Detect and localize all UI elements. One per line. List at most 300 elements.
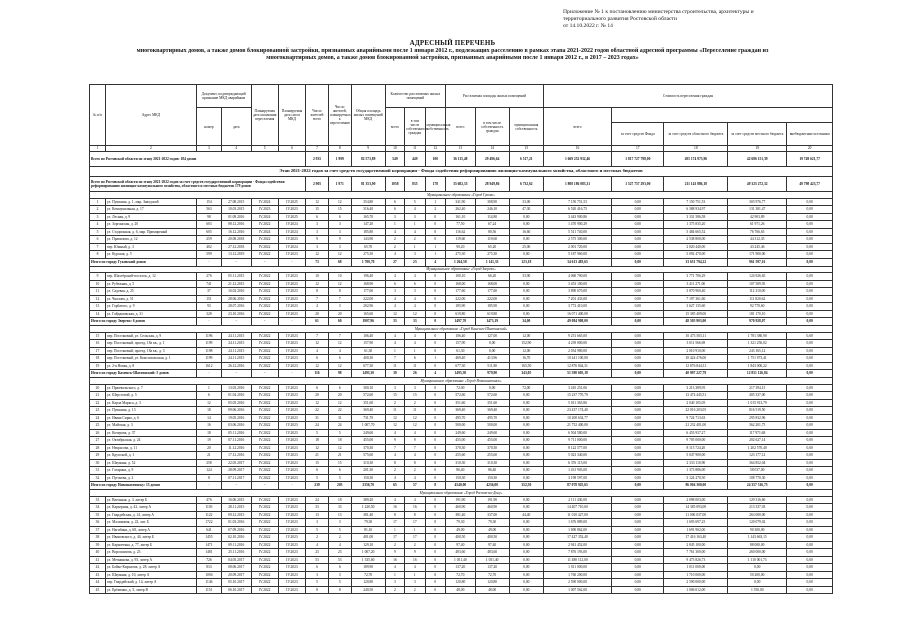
table-cell: 816 519,50 bbox=[728, 407, 787, 415]
table-cell: 6 bbox=[328, 467, 351, 475]
municipality-total-cell: 0 bbox=[425, 318, 446, 326]
table-cell: 0 bbox=[425, 236, 446, 244]
municipality-total-cell: 86 004 300,00 bbox=[664, 482, 728, 490]
municipality-total-cell: 4540,00 bbox=[446, 482, 476, 490]
table-cell: 01.04.2016 bbox=[221, 392, 251, 400]
table-cell: ул. Крупской, д. 1 bbox=[105, 452, 196, 460]
table-cell: 157,90 bbox=[351, 340, 385, 348]
column-index-cell: 3 bbox=[196, 146, 221, 152]
table-cell: 3 771 706,29 bbox=[664, 273, 728, 281]
table-cell: 165,50 bbox=[509, 362, 543, 370]
table-cell: 2 575 300,00 bbox=[543, 236, 611, 244]
table-cell: 3 bbox=[385, 213, 404, 221]
municipality-total-cell: 23 bbox=[405, 258, 425, 266]
table-cell: 260 000,00 bbox=[728, 549, 787, 557]
table-cell: 119,60 bbox=[475, 236, 509, 244]
column-index-cell: 1 bbox=[90, 146, 106, 152]
table-cell: 106,40 bbox=[446, 332, 476, 340]
stage-total-value: 49 798 423,77 bbox=[787, 177, 833, 192]
table-cell: 112 310,00 bbox=[728, 288, 787, 296]
table-cell: 1 760 200,00 bbox=[543, 571, 611, 579]
municipality-total-cell: 33 bbox=[385, 318, 404, 326]
table-cell: пер. Южный, д. 3 bbox=[105, 243, 196, 251]
table-cell: 413,96 bbox=[475, 355, 509, 363]
table-row bbox=[90, 347, 833, 355]
table-cell: IV.2022 bbox=[251, 519, 278, 527]
col-header-cost-sources bbox=[612, 108, 833, 123]
table-cell: 5 bbox=[328, 526, 351, 534]
table-cell: 10 473 503,11 bbox=[664, 332, 728, 340]
col-header-cost: Стоимость переселения граждан bbox=[543, 85, 832, 108]
table-cell: 17 bbox=[90, 347, 106, 355]
table-cell: 157,90 bbox=[446, 340, 476, 348]
table-cell: 13 bbox=[328, 511, 351, 519]
table-cell: 12 876 844,31 bbox=[543, 362, 611, 370]
table-cell: IV.2022 bbox=[251, 288, 278, 296]
table-cell: 0,00 bbox=[612, 571, 664, 579]
table-cell: 0,00 bbox=[787, 496, 833, 504]
table-cell: 0,00 bbox=[787, 362, 833, 370]
table-cell: 262,40 bbox=[446, 206, 476, 214]
table-cell: 161,10 bbox=[446, 213, 476, 221]
table-cell: 151 bbox=[196, 295, 221, 303]
table-cell: 0 bbox=[425, 496, 446, 504]
table-cell: 0,00 bbox=[787, 392, 833, 400]
municipality-total-cell: 98 bbox=[328, 370, 351, 378]
table-cell: пер. Поселковый, проезд, 18а кв., д. 1 bbox=[105, 340, 196, 348]
table-cell: 0,00 bbox=[612, 355, 664, 363]
table-cell: 0,00 bbox=[787, 221, 833, 229]
municipality-total-cell: 34 613 483,65 bbox=[543, 258, 611, 266]
table-cell: 49,00 bbox=[446, 526, 476, 534]
table-cell: 33 bbox=[328, 504, 351, 512]
table-cell: 2 034 980,00 bbox=[543, 347, 611, 355]
table-cell: 0,00 bbox=[787, 474, 833, 482]
table-cell: IV.2022 bbox=[251, 452, 278, 460]
table-cell: 33,90 bbox=[509, 273, 543, 281]
table-row bbox=[90, 437, 833, 445]
table-cell: 61,30 bbox=[351, 347, 385, 355]
table-cell: 0,00 bbox=[475, 384, 509, 392]
table-cell: 5 011 365,86 bbox=[543, 399, 611, 407]
table-cell: 5 bbox=[306, 526, 329, 534]
table-cell: 3 443 900,86 bbox=[543, 213, 611, 221]
table-cell: 1 781 380,90 bbox=[728, 332, 787, 340]
table-cell: 500,00 bbox=[446, 422, 476, 430]
table-cell: 0,00 bbox=[787, 384, 833, 392]
table-cell: 39 bbox=[90, 541, 106, 549]
table-cell: 4 bbox=[405, 228, 425, 236]
table-cell: IV.2023 bbox=[251, 206, 278, 214]
table-cell: 9 251 665,00 bbox=[543, 332, 611, 340]
table-cell: 6 453 937,27 bbox=[664, 429, 728, 437]
table-cell: 1 bbox=[425, 355, 446, 363]
table-cell: 50 200,00 bbox=[728, 571, 787, 579]
table-row bbox=[90, 549, 833, 557]
table-cell: 24.11.2015 bbox=[221, 347, 251, 355]
table-cell: 108 770,30 bbox=[728, 474, 787, 482]
table-cell: 402 bbox=[196, 243, 221, 251]
table-cell: 0,00 bbox=[787, 414, 833, 422]
table-cell: 6 bbox=[306, 467, 329, 475]
table-cell: IV.2023 bbox=[278, 429, 305, 437]
title-heading: АДРЕСНЫЙ ПЕРЕЧЕНЬ bbox=[409, 39, 496, 47]
table-cell: 2 010 910,00 bbox=[664, 347, 728, 355]
table-cell: 11 bbox=[405, 407, 425, 415]
table-cell: IV.2024 bbox=[278, 221, 305, 229]
table-cell: 48,00 bbox=[475, 586, 509, 594]
table-cell: 16 071 400,00 bbox=[543, 310, 611, 318]
table-cell: 02.10.2016 bbox=[221, 534, 251, 542]
stage-total-value: 35 682,35 bbox=[446, 177, 476, 192]
table-cell: 12 bbox=[306, 198, 329, 206]
table-cell: 4 bbox=[328, 541, 351, 549]
table-cell: 0,00 bbox=[475, 340, 509, 348]
municipality-total-cell: - bbox=[221, 318, 251, 326]
municipality-total-cell: 4 bbox=[425, 370, 446, 378]
municipality-total-cell: 73 bbox=[306, 258, 329, 266]
table-cell: 16 bbox=[405, 504, 425, 512]
table-cell: 19 bbox=[90, 362, 106, 370]
table-cell: 0 bbox=[425, 452, 446, 460]
table-cell: 3 870 960,40 bbox=[664, 288, 728, 296]
table-cell: IV.2022 bbox=[251, 392, 278, 400]
municipality-total-cell: 30 bbox=[385, 370, 404, 378]
table-cell: 2 bbox=[306, 534, 329, 542]
table-cell: 2 bbox=[385, 399, 404, 407]
table-cell: 24.11.2015 bbox=[221, 340, 251, 348]
table-cell: 15 bbox=[306, 206, 329, 214]
table-cell: IV.2023 bbox=[278, 504, 305, 512]
table-cell: 05.10.2017 bbox=[221, 579, 251, 587]
table-cell: 0,00 bbox=[787, 407, 833, 415]
table-cell: 8 bbox=[328, 288, 351, 296]
table-cell: 0 bbox=[425, 504, 446, 512]
table-cell: 7 150 751,53 bbox=[543, 198, 611, 206]
table-cell: 13.03.2016 bbox=[221, 384, 251, 392]
table-cell: ул. Карла Маркса, д. 3 bbox=[105, 399, 196, 407]
municipality-total-cell: 34,00 bbox=[509, 318, 543, 326]
table-cell: 2 bbox=[385, 541, 404, 549]
table-cell: 53 bbox=[328, 556, 351, 564]
table-cell: 1 006 012,00 bbox=[664, 586, 728, 594]
table-cell: 7 150 751,53 bbox=[664, 198, 728, 206]
table-cell: 0,00 bbox=[787, 541, 833, 549]
table-cell: IV.2022 bbox=[251, 251, 278, 259]
table-cell: 1 007 562,00 bbox=[543, 586, 611, 594]
table-cell: 1 321 256,02 bbox=[728, 340, 787, 348]
municipality-total-row bbox=[90, 370, 833, 378]
municipality-name: Муниципальное образование «Город Новошахтинск» bbox=[90, 378, 833, 385]
table-cell: 1 015 913,79 bbox=[728, 399, 787, 407]
table-cell: ул. Лесная, д. 9 bbox=[105, 213, 196, 221]
table-cell: 10 441 100,00 bbox=[543, 355, 611, 363]
table-cell: 21 232 401,00 bbox=[664, 422, 728, 430]
table-cell: 0 bbox=[425, 444, 446, 452]
table-cell: 129 316,60 bbox=[728, 496, 787, 504]
table-cell: 0,00 bbox=[612, 407, 664, 415]
table-row bbox=[90, 511, 833, 519]
table-cell: ул. Правилова, д. 12 bbox=[105, 236, 196, 244]
column-index-cell: 13 bbox=[446, 146, 476, 152]
table-cell: 0 bbox=[425, 549, 446, 557]
table-cell: IV.2022 bbox=[251, 340, 278, 348]
table-cell: 34 bbox=[90, 504, 106, 512]
table-cell: 2 111 430,00 bbox=[543, 496, 611, 504]
appendix-line: территориального развития Ростовской области bbox=[563, 16, 677, 22]
table-cell: ул. Гагарина, д. 9 bbox=[105, 467, 196, 475]
table-cell: 0,00 bbox=[787, 571, 833, 579]
table-cell: 0 bbox=[425, 534, 446, 542]
table-cell: 0,00 bbox=[612, 429, 664, 437]
table-cell: 1199 bbox=[196, 355, 221, 363]
table-cell: 12 bbox=[328, 280, 351, 288]
table-cell: 0 bbox=[425, 280, 446, 288]
table-row bbox=[90, 362, 833, 370]
table-cell: 8 115 724,20 bbox=[664, 444, 728, 452]
table-cell: 19 bbox=[196, 437, 221, 445]
table-cell: 44,40 bbox=[509, 511, 543, 519]
table-cell: IV.2023 bbox=[278, 571, 305, 579]
stage-total-value: 178 bbox=[425, 177, 446, 192]
table-cell: 12 bbox=[196, 399, 221, 407]
table-cell: 1 bbox=[425, 198, 446, 206]
table-cell: 14 bbox=[196, 414, 221, 422]
table-cell: 09.06.2016 bbox=[221, 407, 251, 415]
table-cell: 80,56 bbox=[475, 228, 509, 236]
municipality-total-cell: - bbox=[196, 482, 221, 490]
table-cell: 6 504 580,00 bbox=[543, 429, 611, 437]
table-cell: IV.2022 bbox=[251, 273, 278, 281]
table-cell: 2 020 440,00 bbox=[664, 243, 728, 251]
table-cell: IV.2024 bbox=[278, 228, 305, 236]
table-cell: 165,60 bbox=[351, 310, 385, 318]
table-cell: 86,40 bbox=[475, 467, 509, 475]
table-cell: 455,00 bbox=[351, 437, 385, 445]
table-cell: ул. Бойко-Кирилова, д. 28, литер А bbox=[105, 564, 196, 572]
table-cell: 5 511 740,00 bbox=[543, 228, 611, 236]
table-cell: 14 407 710,60 bbox=[543, 504, 611, 512]
table-row bbox=[90, 444, 833, 452]
table-cell: 3 bbox=[328, 519, 351, 527]
table-cell: 28.09.2017 bbox=[221, 467, 251, 475]
col-header-rooms-area: Расселяемая площадь жилых помещений bbox=[446, 85, 544, 108]
table-cell: 37 bbox=[90, 526, 106, 534]
table-cell: 10 bbox=[328, 273, 351, 281]
table-cell: 40 bbox=[90, 549, 106, 557]
table-cell: 1 693 697,25 bbox=[664, 519, 728, 527]
table-cell: 196,40 bbox=[351, 273, 385, 281]
table-cell: 13 474 445,51 bbox=[664, 392, 728, 400]
table-cell: 0,00 bbox=[612, 280, 664, 288]
table-cell: IV.2022 bbox=[251, 444, 278, 452]
table-cell: IV.2023 bbox=[278, 332, 305, 340]
table-cell: 255,60 bbox=[446, 452, 476, 460]
table-cell: IV.2023 bbox=[278, 474, 305, 482]
stage-total-value: 2 905 bbox=[306, 177, 329, 192]
table-cell: 53 bbox=[306, 556, 329, 564]
table-cell: IV.2022 bbox=[251, 332, 278, 340]
table-cell: 0,00 bbox=[612, 362, 664, 370]
table-cell: 341,90 bbox=[446, 198, 476, 206]
table-cell: 575,60 bbox=[351, 452, 385, 460]
table-cell: 3 bbox=[328, 221, 351, 229]
table-cell: 2 001 720,00 bbox=[543, 243, 611, 251]
table-cell: 310,30 bbox=[446, 459, 476, 467]
table-cell: 0,00 bbox=[612, 437, 664, 445]
municipality-total-cell: Итого по городу Зверево: 6 домов bbox=[90, 318, 197, 326]
col-header-cost-local: за счет средств местного бюджета bbox=[728, 123, 787, 146]
table-cell: IV.2023 bbox=[278, 564, 305, 572]
column-index-cell: 2 bbox=[105, 146, 196, 152]
table-cell: 222,00 bbox=[351, 295, 385, 303]
table-cell: 1 bbox=[405, 243, 425, 251]
table-cell: 16 bbox=[90, 340, 106, 348]
table-cell: 16,60 bbox=[509, 228, 543, 236]
table-cell: 5 bbox=[328, 474, 351, 482]
table-row bbox=[90, 556, 833, 564]
table-cell: 1 691 902,00 bbox=[664, 526, 728, 534]
table-cell: 0,00 bbox=[612, 303, 664, 311]
table-cell: 0,00 bbox=[509, 295, 543, 303]
table-cell: 0,00 bbox=[509, 496, 543, 504]
municipality-total-cell: 27 bbox=[385, 258, 404, 266]
table-cell: 6 bbox=[385, 206, 404, 214]
region-total-value: 36 115,48 bbox=[446, 152, 476, 167]
table-cell: 460,90 bbox=[475, 504, 509, 512]
table-cell: 9 bbox=[385, 437, 404, 445]
table-cell: 04.05.2017 bbox=[221, 556, 251, 564]
table-cell: 5 187 960,00 bbox=[543, 251, 611, 259]
municipality-total-cell: 0,00 bbox=[612, 482, 664, 490]
table-cell: 0,00 bbox=[509, 579, 543, 587]
table-cell: 5 bbox=[306, 474, 329, 482]
table-cell: 7 197 361,60 bbox=[664, 295, 728, 303]
table-cell: IV.2023 bbox=[278, 586, 305, 594]
table-cell: 12,00 bbox=[509, 347, 543, 355]
table-cell: 351,60 bbox=[475, 399, 509, 407]
table-cell: 79,30 bbox=[475, 519, 509, 527]
table-cell: IV.2022 bbox=[251, 384, 278, 392]
table-cell: 3 198 597,00 bbox=[543, 474, 611, 482]
appendix-line: Приложение № 1 к постановлению министерства строительства, архитектуры и bbox=[563, 9, 754, 15]
table-cell: 22 bbox=[306, 407, 329, 415]
table-cell: 05.11.2015 bbox=[221, 273, 251, 281]
table-cell: 572,60 bbox=[446, 392, 476, 400]
table-cell: 13 bbox=[306, 511, 329, 519]
table-row bbox=[90, 519, 833, 527]
table-cell: IV.2022 bbox=[251, 429, 278, 437]
municipality-total-cell: 33 bbox=[405, 318, 425, 326]
table-cell: IV.2023 bbox=[278, 251, 305, 259]
table-cell: 2 333 110,90 bbox=[664, 459, 728, 467]
column-index-cell: 18 bbox=[664, 146, 728, 152]
table-cell: 22 016 203,05 bbox=[664, 407, 728, 415]
table-row bbox=[90, 579, 833, 587]
table-cell: 111 820,62 bbox=[728, 295, 787, 303]
table-row bbox=[90, 474, 833, 482]
table-row bbox=[90, 459, 833, 467]
col-header-address: Адрес МКД bbox=[105, 85, 196, 146]
table-cell: 1 bbox=[405, 571, 425, 579]
col-header-resettle-date: Планируемая дата окончания переселения bbox=[251, 85, 278, 146]
table-cell: 8 bbox=[385, 511, 404, 519]
table-cell: IV.2023 bbox=[278, 384, 305, 392]
table-cell: 0,00 bbox=[728, 564, 787, 572]
table-cell: 61 971,26 bbox=[728, 221, 787, 229]
table-cell: 18 bbox=[328, 437, 351, 445]
table-cell: IV.2023 bbox=[278, 340, 305, 348]
table-cell: 1 bbox=[405, 221, 425, 229]
table-cell: 249,60 bbox=[351, 429, 385, 437]
region-total-label: Всего по Ростовской области по этапу 2021-2022 годов: 184 домов bbox=[90, 152, 306, 167]
table-cell: 06.10.2017 bbox=[221, 586, 251, 594]
table-cell: 1 011 000,00 bbox=[543, 564, 611, 572]
table-cell: 0,00 bbox=[787, 280, 833, 288]
col-header-area-municipal: муниципальная собственность bbox=[509, 108, 543, 146]
table-cell: 1481 bbox=[196, 549, 221, 557]
table-cell: 0,00 bbox=[509, 422, 543, 430]
table-cell: 0,00 bbox=[612, 392, 664, 400]
table-cell: 222,00 bbox=[475, 295, 509, 303]
table-cell: 308,90 bbox=[475, 198, 509, 206]
table-cell: 0,00 bbox=[612, 288, 664, 296]
table-cell: 370,30 bbox=[351, 444, 385, 452]
table-cell: 0,00 bbox=[509, 213, 543, 221]
table-cell: 0,00 bbox=[787, 303, 833, 311]
table-cell: 28 bbox=[90, 444, 106, 452]
table-cell: 150,30 bbox=[475, 474, 509, 482]
table-cell: 6 bbox=[328, 213, 351, 221]
table-cell: IV.2022 bbox=[251, 556, 278, 564]
table-cell: 32 bbox=[90, 474, 106, 482]
table-cell: 0,00 bbox=[509, 392, 543, 400]
table-cell: 1199 bbox=[196, 340, 221, 348]
table-cell: 0 bbox=[425, 310, 446, 318]
municipality-total-cell: - bbox=[251, 318, 278, 326]
col-header-area-private: в том числе собственность граждан bbox=[475, 108, 509, 146]
table-cell: 677,30 bbox=[446, 362, 476, 370]
table-cell: 0 bbox=[425, 571, 446, 579]
table-row bbox=[90, 586, 833, 594]
table-cell: 275,30 bbox=[351, 251, 385, 259]
table-cell: 0,00 bbox=[612, 467, 664, 475]
col-header-residents-plan: Число жителей, планируемых к переселению bbox=[328, 85, 351, 146]
table-cell: 189,90 bbox=[351, 564, 385, 572]
table-cell: 400,30 bbox=[351, 355, 385, 363]
table-cell: 364 852,04 bbox=[728, 459, 787, 467]
table-cell: 0,00 bbox=[509, 459, 543, 467]
table-cell: 2 bbox=[385, 243, 404, 251]
municipality-total-cell: 0,00 bbox=[787, 370, 833, 378]
municipality-total-cell: 961 597,16 bbox=[728, 258, 787, 266]
table-cell: IV.2023 bbox=[278, 303, 305, 311]
table-cell: 0,00 bbox=[612, 243, 664, 251]
table-cell: 460,90 bbox=[446, 504, 476, 512]
table-cell: 124 926,65 bbox=[728, 273, 787, 281]
municipality-total-cell: 1497,70 bbox=[446, 318, 476, 326]
table-cell: 14 385 093,00 bbox=[664, 504, 728, 512]
table-cell: 12 bbox=[385, 414, 404, 422]
table-row bbox=[90, 384, 833, 392]
table-cell: 21 bbox=[196, 452, 221, 460]
table-cell: 1 550,00 bbox=[728, 586, 787, 594]
municipality-total-cell: - bbox=[221, 258, 251, 266]
table-cell: 11 006 037,00 bbox=[664, 511, 728, 519]
table-cell: 0 bbox=[425, 579, 446, 587]
table-cell: 10 424 476,00 bbox=[664, 355, 728, 363]
table-cell: 8 bbox=[405, 511, 425, 519]
